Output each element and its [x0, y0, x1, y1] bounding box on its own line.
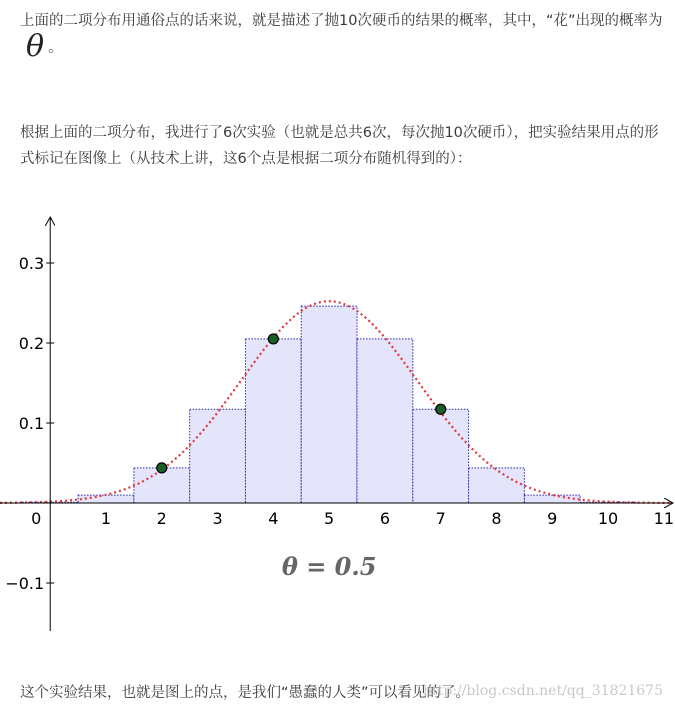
x-tick-11: 11 — [653, 509, 675, 528]
paragraph-experiment: 根据上面的二项分布，我进行了6次实验（也就是总共6次，每次抛10次硬币），把实验结果用点的形式标记在图像上（从技术上讲，这6个点是根据二项分布随机得到的）： — [20, 125, 659, 167]
y-tick-label-3: −0.1 — [5, 574, 45, 593]
experiment-point-1 — [157, 463, 167, 473]
y-tick-label-1: 0.2 — [18, 334, 45, 353]
x-tick-7: 7 — [435, 509, 446, 528]
x-tick-6: 6 — [379, 509, 391, 528]
paragraph-conclusion: 这个实验结果，也就是图上的点，是我们“愚蠢的人类”可以看见的了。 — [20, 685, 471, 701]
y-tick-labels — [5, 254, 54, 593]
bar-3 — [190, 409, 246, 503]
bar-4 — [245, 339, 301, 503]
y-tick-label-0: 0.3 — [18, 254, 45, 273]
bar-8 — [469, 468, 525, 503]
x-tick-10: 10 — [597, 509, 619, 528]
bar-group — [22, 306, 636, 503]
x-tick-labels — [31, 509, 674, 528]
watermark: http://blog.csdn.net/qq_31821675 — [423, 683, 663, 699]
x-tick-0: 0 — [31, 509, 42, 528]
bar-7 — [413, 409, 469, 503]
x-tick-5: 5 — [324, 509, 335, 528]
x-tick-4: 4 — [268, 509, 279, 528]
binomial-chart — [0, 215, 675, 635]
x-tick-2: 2 — [156, 509, 167, 528]
p1-end: 。 — [48, 40, 63, 56]
y-tick-label-2: 0.1 — [18, 414, 45, 433]
p1-text: 上面的二项分布用通俗点的话来说，就是描述了抛10次硬币的结果的概率，其中，“花”出现的概率为 — [20, 13, 663, 29]
x-tick-8: 8 — [491, 509, 502, 528]
bar-5 — [301, 306, 357, 503]
theta-annotation: θ = 0.5 — [281, 552, 377, 581]
theta-symbol: θ — [26, 29, 45, 64]
paragraph-binomial-intro — [20, 8, 665, 64]
experiment-point-2 — [268, 334, 278, 344]
x-tick-3: 3 — [212, 509, 223, 528]
x-tick-1: 1 — [100, 509, 112, 528]
experiment-point-3 — [436, 404, 446, 414]
bar-9 — [524, 495, 580, 503]
x-tick-9: 9 — [547, 509, 558, 528]
